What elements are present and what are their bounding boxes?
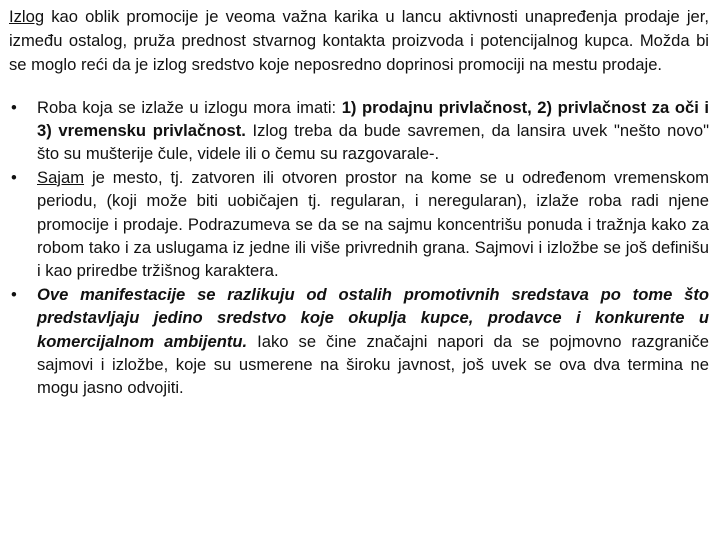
bullet-1-lead: Roba koja se izlaže u izlogu mora imati: (37, 97, 342, 117)
bullet-list (9, 96, 709, 400)
bullet-2-rest: je mesto, tj. zatvoren ili otvoren prostor na kome se u određenom vremenskom periodu, (koji može biti uobičajen tj. regularan, i neregularan), izlaže roba radi njene promocije i prodaje. Podrazumeva se da se na sajmu koncentrišu ponuda i tražnja kako za robom tako i za uslugama iz jedne ili više privrednih grana. Sajmovi i izložbe se još definišu i kao priredbe tržišnog karaktera. (37, 167, 709, 281)
document-page (9, 5, 709, 400)
bullet-3-bold-italic-text: Ove manifestacije se razlikuju od ostalih promotivnih sredstava po tome što predstavljaju jedino sredstvo koje okuplja kupce, prodavce i konkurente u komercijalnom ambijentu. (37, 284, 709, 351)
bullet-1-bold-text: 1) prodajnu privlačnost, 2) privlačnost za oči i 3) vremensku privlačnost. (37, 97, 709, 141)
intro-text: kao oblik promocije je veoma važna karika u lancu aktivnosti unapređenja prodaje jer, između ostalog, pruža prednost stvarnog kontakta proizvoda i potencijalnog kupca. Možda bi se moglo reći da je izlog sredstvo koje neposredno doprinosi promociji na mestu prodaje. (9, 7, 709, 75)
bullet-item-manifestacije (9, 283, 709, 400)
bullet-marker: • (11, 284, 17, 304)
bullet-marker: • (11, 97, 17, 117)
bullet-1-rest: Izlog treba da bude savremen, da lansira uvek "nešto novo" što su mušterije čule, videle ili o čemu su razgovarale-. (37, 121, 709, 164)
bullet-marker: • (11, 167, 17, 187)
intro-paragraph (9, 5, 709, 78)
bullet-item-sajam (9, 166, 709, 283)
bullet-2-term-sajam: Sajam (37, 167, 85, 187)
bullet-3-rest: Iako se čine značajni napori da se pojmovno razgraniče sajmovi i izložbe, koje su usmerene na široku javnost, još uvek se ova dva termina ne mogu jasno odvojiti. (37, 331, 709, 398)
intro-term-izlog: Izlog (9, 7, 45, 26)
bullet-item-izlog-roba (9, 96, 709, 166)
